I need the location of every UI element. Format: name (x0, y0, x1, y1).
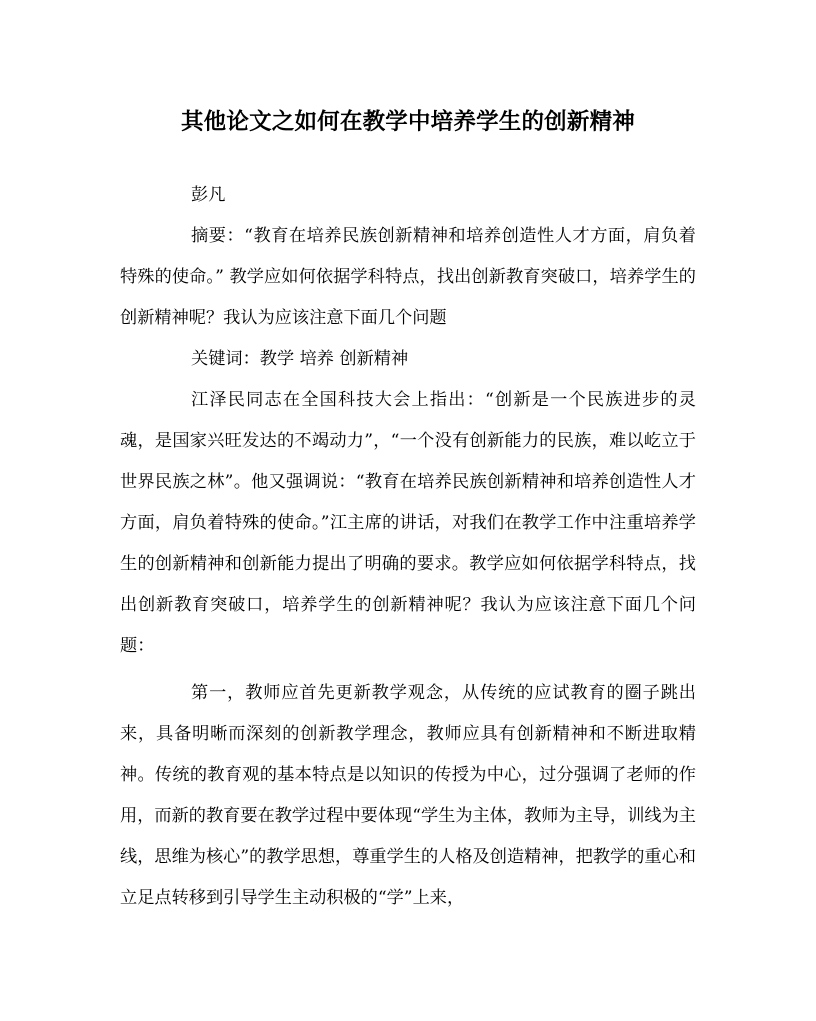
abstract-paragraph: 摘要：“教育在培养民族创新精神和培养创造性人才方面，肩负着特殊的使命。” 教学应如何依据学科特点，找出创新教育突破口，培养学生的创新精神呢？我认为应该注意下面几个问题 (120, 226, 696, 328)
body-paragraph-1: 江泽民同志在全国科技大会上指出：“创新是一个民族进步的灵魂，是国家兴旺发达的不竭动力”，“一个没有创新能力的民族，难以屹立于世界民族之林”。他又强调说：“教育在培养民族创新精神和培养创造性人才方面，肩负着特殊的使命。”江主席的讲话，对我们在教学工作中注重培养学生的创新精神和创新能力提出了明确的要求。教学应如何依据学科特点，找出创新教育突破口，培养学生的创新精神呢？我认为应该注意下面几个问题： (120, 390, 696, 656)
document-body (120, 175, 696, 919)
author-name: 彭凡 (191, 185, 226, 205)
body-paragraph-2: 第一，教师应首先更新教学观念，从传统的应试教育的圈子跳出来，具备明晰而深刻的创新教学理念，教师应具有创新精神和不断进取精神。传统的教育观的基本特点是以知识的传授为中心，过分强调了老师的作用，而新的教育要在教学过程中要体现“学生为主体，教师为主导，训线为主线，思维为核心”的教学思想，尊重学生的人格及创造精神，把教学的重心和立足点转移到引导学生主动积极的“学”上来， (120, 683, 696, 908)
keywords-line: 关键词：教学 培养 创新精神 (191, 349, 409, 369)
document-title: 其他论文之如何在教学中培养学生的创新精神 (180, 109, 635, 135)
